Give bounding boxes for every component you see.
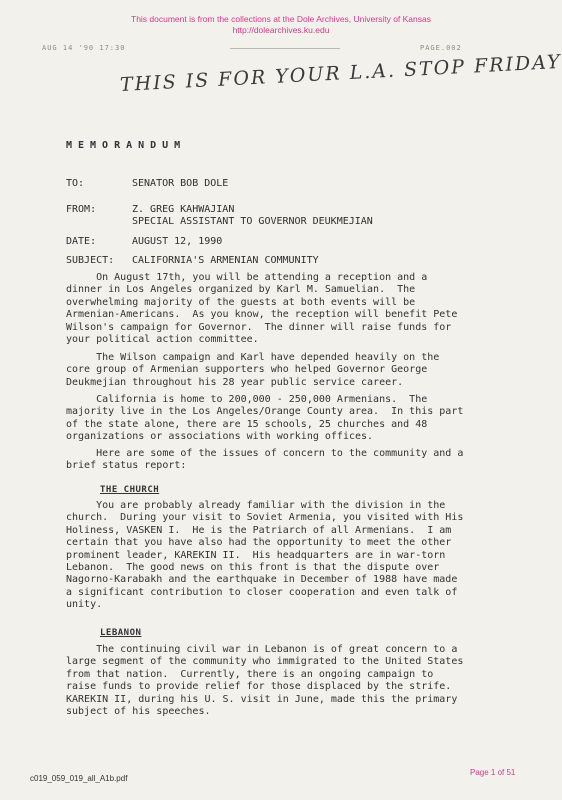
- from-name: Z. GREG KAHWAJIAN: [132, 204, 235, 215]
- paragraph-issues-intro: Here are some of the issues of concern to the community and a brief status report:: [66, 448, 464, 472]
- to-value: SENATOR BOB DOLE: [132, 178, 229, 189]
- fax-header-left: AUG 14 '90 17:30: [42, 44, 126, 52]
- section-heading-lebanon: LEBANON: [100, 628, 142, 638]
- memo-subject-row: [66, 255, 319, 267]
- date-value: AUGUST 12, 1990: [132, 236, 223, 247]
- archive-banner-line1: This document is from the collections at the Dole Archives, University of Kansas: [131, 14, 431, 24]
- handwritten-note: THIS IS FOR YOUR L.A. STOP FRIDAY: [119, 50, 562, 96]
- paragraph-california-population: California is home to 200,000 - 250,000 Armenians. The majority live in the Los Angeles/Orange County area. In this part of the state alone, there are 15 schools, 25 churches and 48 organizations or associations with working offices.: [66, 394, 464, 443]
- from-title: SPECIAL ASSISTANT TO GOVERNOR DEUKMEJIAN: [132, 216, 373, 227]
- subject-value: CALIFORNIA'S ARMENIAN COMMUNITY: [132, 255, 319, 266]
- paragraph-church: You are probably already familiar with the division in the church. During your visit to Soviet Armenia, you visited with His Holiness, VASKEN I. He is the Patriarch of all Armenians. I am certain that you have also had the opportunity to meet the other prominent leader, KAREKIN II. His headquarters are in war-torn Lebanon. The good news on this front is that the dispute over Nagorno-Karabakh and the earthquake in December of 1988 have made a significant contribution to closer cooperation and even talk of unity.: [66, 500, 464, 611]
- from-label: FROM:: [66, 204, 97, 215]
- section-heading-church: THE CHURCH: [100, 485, 160, 495]
- footer-filename: c019_059_019_all_A1b.pdf: [30, 774, 128, 783]
- paragraph-lebanon: The continuing civil war in Lebanon is of great concern to a large segment of the community who immigrated to the United States from that nation. Currently, there is an ongoing campaign to raise funds to provide relief for those displaced by the strife. KAREKIN II, during his U. S. visit in June, made this the primary subject of his speeches.: [66, 644, 464, 718]
- date-label: DATE:: [66, 236, 97, 247]
- fax-header-divider: [230, 48, 340, 49]
- fax-header-right: PAGE.002: [420, 44, 462, 52]
- subject-label: SUBJECT:: [66, 255, 115, 266]
- paragraph-reception: On August 17th, you will be attending a reception and a dinner in Los Angeles organized by Karl M. Samuelian. The overwhelming majority of the guests at both events will be Armenian-Americans. As you know, the reception will benefit Pete Wilson's campaign for Governor. The dinner will raise funds for your political action committee.: [66, 272, 458, 346]
- memo-date-row: [66, 236, 223, 248]
- archive-banner: [0, 14, 562, 36]
- memo-to-row: [66, 178, 229, 190]
- footer-page-number: Page 1 of 51: [470, 768, 516, 777]
- memo-title: MEMORANDUM: [66, 140, 187, 151]
- paragraph-wilson-campaign: The Wilson campaign and Karl have depended heavily on the core group of Armenian supporters who helped Governor George Deukmejian throughout his 28 year public service career.: [66, 352, 440, 388]
- memo-from-row: [66, 204, 373, 228]
- archive-banner-url[interactable]: http://dolearchives.ku.edu: [232, 25, 330, 35]
- to-label: TO:: [66, 178, 85, 189]
